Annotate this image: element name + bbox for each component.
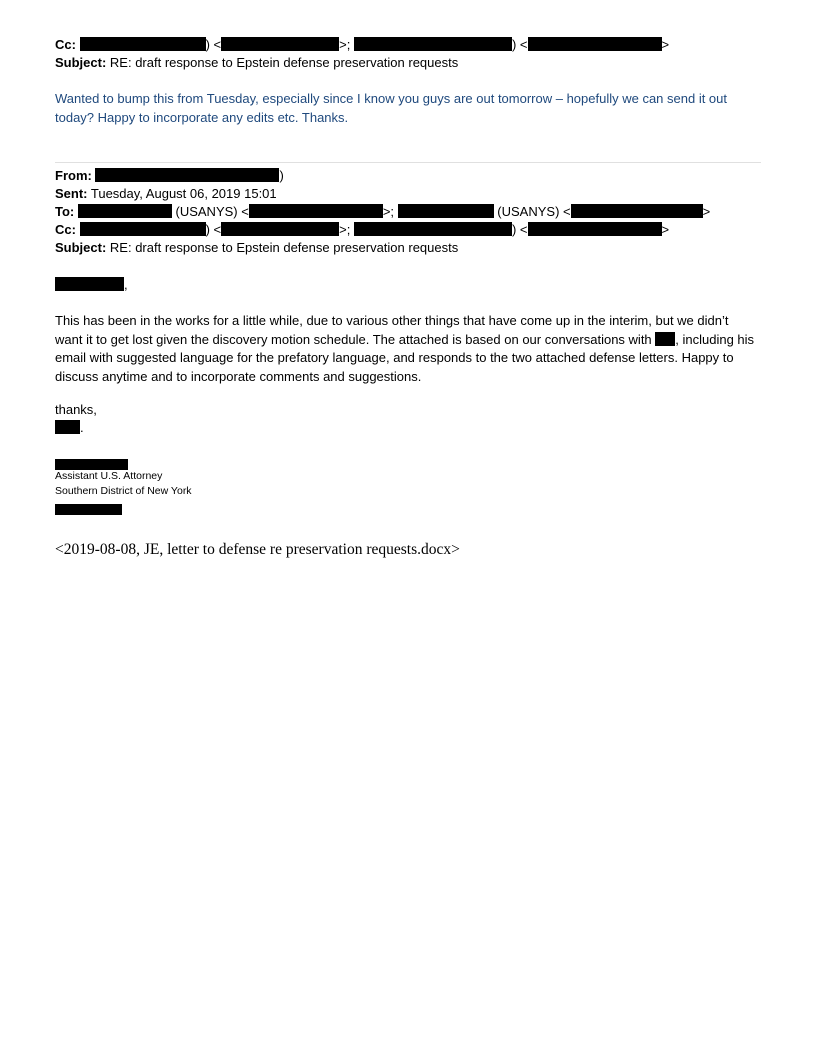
- redaction: [221, 222, 339, 236]
- redaction: [95, 168, 279, 182]
- subject-label: Subject:: [55, 55, 107, 70]
- redaction: [354, 222, 512, 236]
- redaction: [655, 332, 675, 346]
- to-label: To:: [55, 204, 75, 219]
- subject-text: RE: draft response to Epstein defense preservation requests: [109, 240, 459, 255]
- redaction: [55, 420, 80, 434]
- redaction: [80, 37, 206, 51]
- divider: [55, 162, 761, 163]
- redaction: [80, 222, 206, 236]
- redaction: [398, 204, 494, 218]
- subject-line-2: [55, 239, 458, 257]
- cc-line-1: Cc: ) < >; ) < >: [55, 37, 670, 52]
- redaction: [571, 204, 703, 218]
- cc-line-2: Cc: ) < >; ) < >: [55, 222, 670, 237]
- to-org-2: (USANYS) <: [497, 204, 571, 219]
- redaction: [221, 37, 339, 51]
- cc-label: Cc:: [55, 37, 76, 52]
- subject-line-1: [55, 54, 458, 72]
- redaction: [55, 277, 124, 291]
- signature-title: Assistant U.S. Attorney: [55, 470, 163, 482]
- sent-value: Tuesday, August 06, 2019 15:01: [90, 186, 277, 201]
- subject-text: RE: draft response to Epstein defense preservation requests: [109, 55, 459, 70]
- to-org-1: (USANYS) <: [175, 204, 249, 219]
- redaction: [55, 504, 122, 515]
- body-text-a: This has been in the works for a little while, due to various other things that have come up in the interim, but we didn’t want it to get lost given the discovery motion schedule. The attached is based on our conversations with: [55, 313, 729, 347]
- sender-initials: .: [55, 419, 84, 437]
- attachment-filename[interactable]: <2019-08-08, JE, letter to defense re preservation requests.docx>: [55, 541, 460, 558]
- redaction: [249, 204, 383, 218]
- from-label: From:: [55, 168, 92, 183]
- body-text-b: , including his email with suggested language for the prefatory language, and responds to the two attached defense letters. Happy to discuss anytime and to incorporate comments and suggestions.: [55, 331, 755, 384]
- closing: thanks,: [55, 402, 97, 417]
- redaction: [528, 222, 662, 236]
- redaction: [354, 37, 512, 51]
- subject-label: Subject:: [55, 240, 107, 255]
- signature-phone: [55, 500, 122, 518]
- redaction: [528, 37, 662, 51]
- sent-label: Sent:: [55, 186, 88, 201]
- to-line: To: (USANYS) < >; (USANYS) < >: [55, 204, 711, 219]
- sent-line: [55, 185, 277, 203]
- cc-label: Cc:: [55, 222, 76, 237]
- bump-message: Wanted to bump this from Tuesday, especially since I know you guys are out tomorrow – hopefully we can send it out today? Happy to incorporate any edits etc. Thanks.: [55, 91, 728, 125]
- redaction: [78, 204, 172, 218]
- signature-office: Southern District of New York: [55, 485, 192, 497]
- body-paragraph: [55, 312, 755, 386]
- from-line: From: ): [55, 168, 284, 183]
- greeting: ,: [55, 276, 128, 294]
